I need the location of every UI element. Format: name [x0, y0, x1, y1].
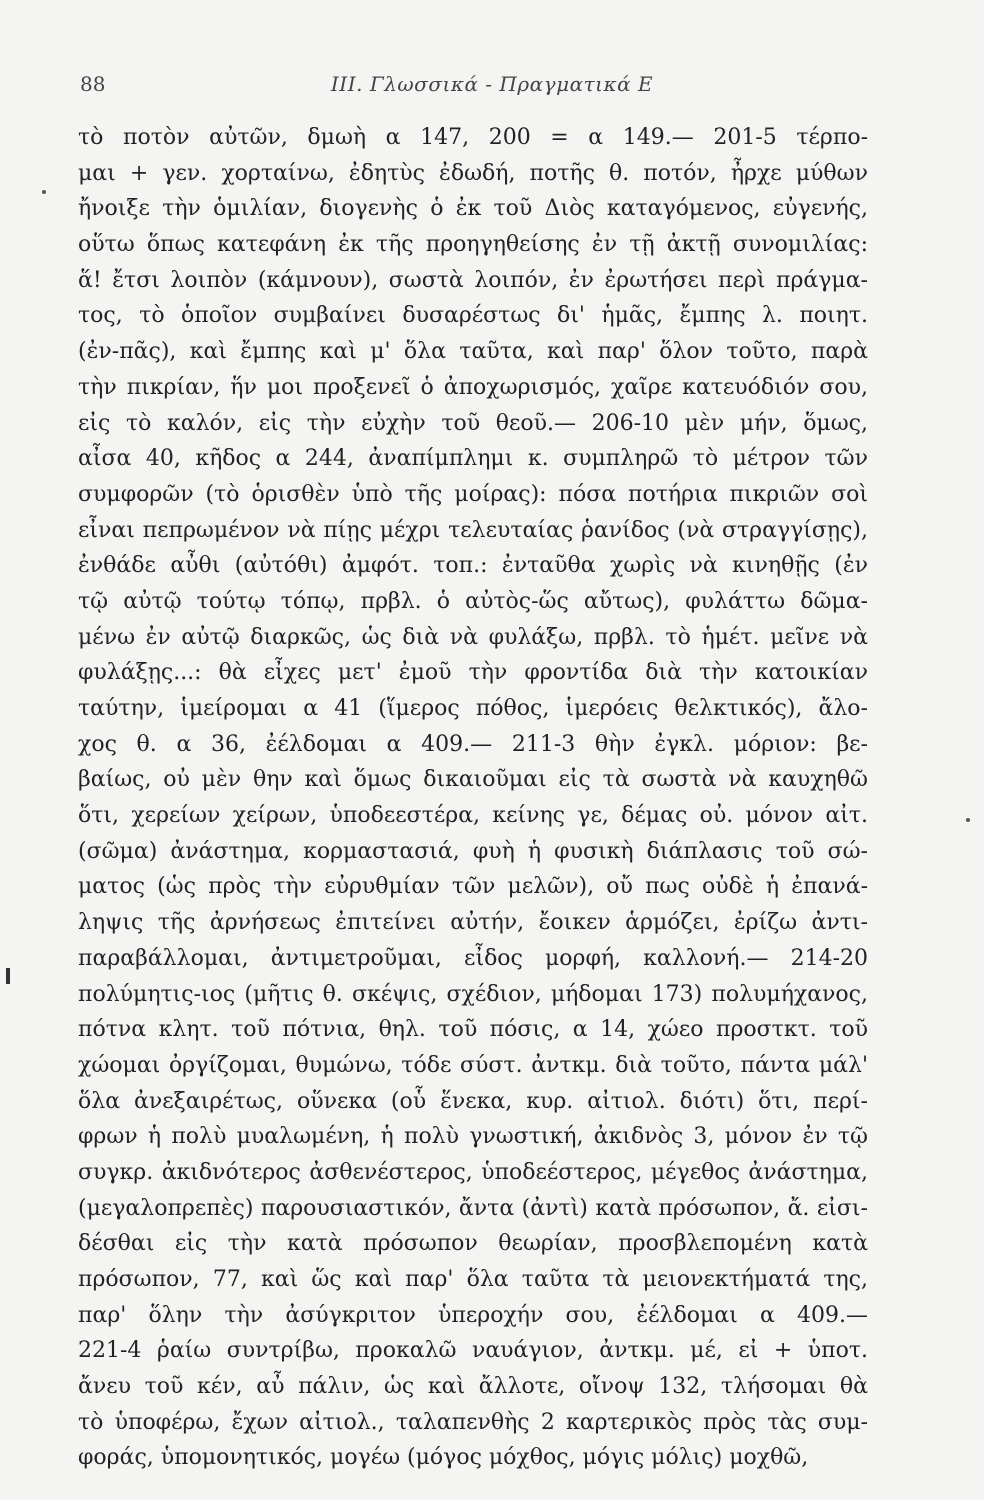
text-line: πότνα κλητ. τοῦ πότνια, θηλ. τοῦ πόσις, α 14, χώεο προστκτ. τοῦ — [78, 1017, 868, 1043]
running-title: III. Γλωσσικά - Πραγματικά Ε — [330, 72, 654, 96]
text-line: δέσθαι εἰς τὴν κατὰ πρόσωπον θεωρίαν, προσβλεπομένη κατὰ — [78, 1231, 868, 1257]
print-speck — [42, 190, 46, 194]
text-line: τὴν πικρίαν, ἥν μοι προξενεῖ ὁ ἀποχωρισμός, χαῖρε κατευόδιόν σου, — [78, 374, 868, 400]
text-line: πολύμητις-ιος (μῆτις θ. σκέψις, σχέδιον, μήδομαι 173) πολυμήχανος, — [78, 981, 868, 1007]
text-line: ὅλα ἀνεξαιρέτως, οὕνεκα (οὗ ἕνεκα, κυρ. αἰτιολ. διότι) ὅτι, περί- — [78, 1088, 868, 1114]
text-line: (σῶμα) ἀνάστημα, κορμαστασιά, φυὴ ἡ φυσικὴ διάπλασις τοῦ σώ- — [78, 838, 868, 864]
text-line: φυλάξῃς...: θὰ εἶχες μετ' ἐμοῦ τὴν φροντίδα διὰ τὴν κατοικίαν — [78, 660, 868, 686]
text-line: τὸ ὑποφέρω, ἔχων αἰτιολ., ταλαπενθὴς 2 καρτερικὸς πρὸς τὰς συμ- — [78, 1409, 868, 1435]
text-line: παρ' ὅλην τὴν ἀσύγκριτον ὑπεροχήν σου, ἐέλδομαι α 409.— — [78, 1302, 868, 1328]
margin-mark — [6, 968, 10, 984]
text-line: ἅ! ἔτσι λοιπὸν (κάμνουν), σωστὰ λοιπόν, ἐν ἐρωτήσει περὶ πράγμα- — [78, 267, 868, 293]
text-line: τος, τὸ ὁποῖον συμβαίνει δυσαρέστως δι' ἡμᾶς, ἔμπης λ. ποιητ. — [78, 303, 868, 329]
text-line: εἰς τὸ καλόν, εἰς τὴν εὐχὴν τοῦ θεοῦ.— 206-10 μὲν μήν, ὅμως, — [78, 410, 868, 436]
text-line: χώομαι ὀργίζομαι, θυμώνω, τόδε σύστ. ἀντκμ. διὰ τοῦτο, πάντα μάλ' — [78, 1052, 868, 1078]
text-line: 221-4 ῥαίω συντρίβω, προκαλῶ ναυάγιον, ἀντκμ. μέ, εἰ + ὑποτ. — [78, 1338, 868, 1364]
text-line: ὅτι, χερείων χείρων, ὑποδεεστέρα, κείνης γε, δέμας οὐ. μόνον αἰτ. — [78, 803, 868, 829]
page-number: 88 — [80, 72, 106, 96]
text-line: συμφορῶν (τὸ ὁρισθὲν ὑπὸ τῆς μοίρας): πόσα ποτήρια πικριῶν σοὶ — [78, 481, 868, 507]
text-line: πρόσωπον, 77, καὶ ὥς καὶ παρ' ὅλα ταῦτα τὰ μειονεκτήματά της, — [78, 1267, 868, 1292]
commentary-text — [78, 120, 868, 1476]
text-line: ἐνθάδε αὖθι (αὐτόθι) ἀμφότ. τοπ.: ἐνταῦθα χωρὶς νὰ κινηθῇς (ἐν — [78, 553, 868, 579]
text-line: μένω ἐν αὐτῷ διαρκῶς, ὡς διὰ νὰ φυλάξω, πρβλ. τὸ ἡμέτ. μεῖνε νὰ — [78, 624, 868, 650]
print-speck — [966, 818, 970, 822]
text-line: τὸ ποτὸν αὐτῶν, δμωὴ α 147, 200 = α 149.— 201-5 τέρπο- — [78, 125, 868, 150]
text-line: εἶναι πεπρωμένον νὰ πίῃς μέχρι τελευταίας ῥανίδος (νὰ στραγγίσῃς), — [78, 517, 868, 543]
text-line: ταύτην, ἱμείρομαι α 41 (ἵμερος πόθος, ἱμερόεις θελκτικός), ἄλο- — [78, 696, 868, 721]
text-line: συγκρ. ἀκιδνότερος ἀσθενέστερος, ὑποδεέστερος, μέγεθος ἀνάστημα, — [78, 1159, 868, 1185]
text-line: τῷ αὐτῷ τούτῳ τόπῳ, πρβλ. ὁ αὐτὸς-ὥς αὔτως), φυλάττω δῶμα- — [78, 588, 868, 614]
text-line: (ἐν-πᾶς), καὶ ἔμπης καὶ μ' ὅλα ταῦτα, καὶ παρ' ὅλον τοῦτο, παρὰ — [78, 339, 868, 365]
text-line: ληψις τῆς ἀρνήσεως ἐπιτείνει αὐτήν, ἔοικεν ἁρμόζει, ἐρίζω ἀντι- — [78, 910, 868, 936]
text-line: ἄνευ τοῦ κέν, αὖ πάλιν, ὡς καὶ ἄλλοτε, οἴνοψ 132, τλήσομαι θὰ — [78, 1374, 868, 1400]
text-line: φοράς, ὑπομονητικός, μογέω (μόγος μόχθος, μόγις μόλις) μοχθῶ, — [78, 1445, 809, 1471]
text-line: βαίως, οὐ μὲν θην καὶ ὅμως δικαιοῦμαι εἰς τὰ σωστὰ νὰ καυχηθῶ — [78, 767, 868, 793]
text-line: χος θ. α 36, ἐέλδομαι α 409.— 211-3 θὴν ἐγκλ. μόριον: βε- — [78, 731, 868, 757]
text-line: μαι + γεν. χορταίνω, ἐδητὺς ἐδωδή, ποτῆς θ. ποτόν, ἦρχε μύθων — [78, 160, 868, 186]
text-line: οὕτω ὅπως κατεφάνη ἐκ τῆς προηγηθείσης ἐν τῇ ἀκτῇ συνομιλίας: — [78, 232, 868, 258]
text-line: παραβάλλομαι, ἀντιμετροῦμαι, εἶδος μορφή, καλλονή.— 214-20 — [78, 945, 868, 971]
text-line: αἶσα 40, κῆδος α 244, ἀναπίμπλημι κ. συμπληρῶ τὸ μέτρον τῶν — [78, 446, 868, 472]
text-line: ματος (ὡς πρὸς τὴν εὐρυθμίαν τῶν μελῶν), οὔ πως οὐδὲ ἡ ἐπανά- — [78, 874, 868, 900]
text-line: (μεγαλοπρεπὲς) παρουσιαστικόν, ἄντα (ἀντὶ) κατὰ πρόσωπον, ἄ. εἰσι- — [78, 1195, 868, 1221]
text-line: φρων ἡ πολὺ μυαλωμένη, ἡ πολὺ γνωστική, ἀκιδνὸς 3, μόνον ἐν τῷ — [78, 1124, 868, 1150]
text-line: ἤνοιξε τὴν ὁμιλίαν, διογενὴς ὁ ἐκ τοῦ Διὸς καταγόμενος, εὐγενής, — [78, 196, 868, 222]
